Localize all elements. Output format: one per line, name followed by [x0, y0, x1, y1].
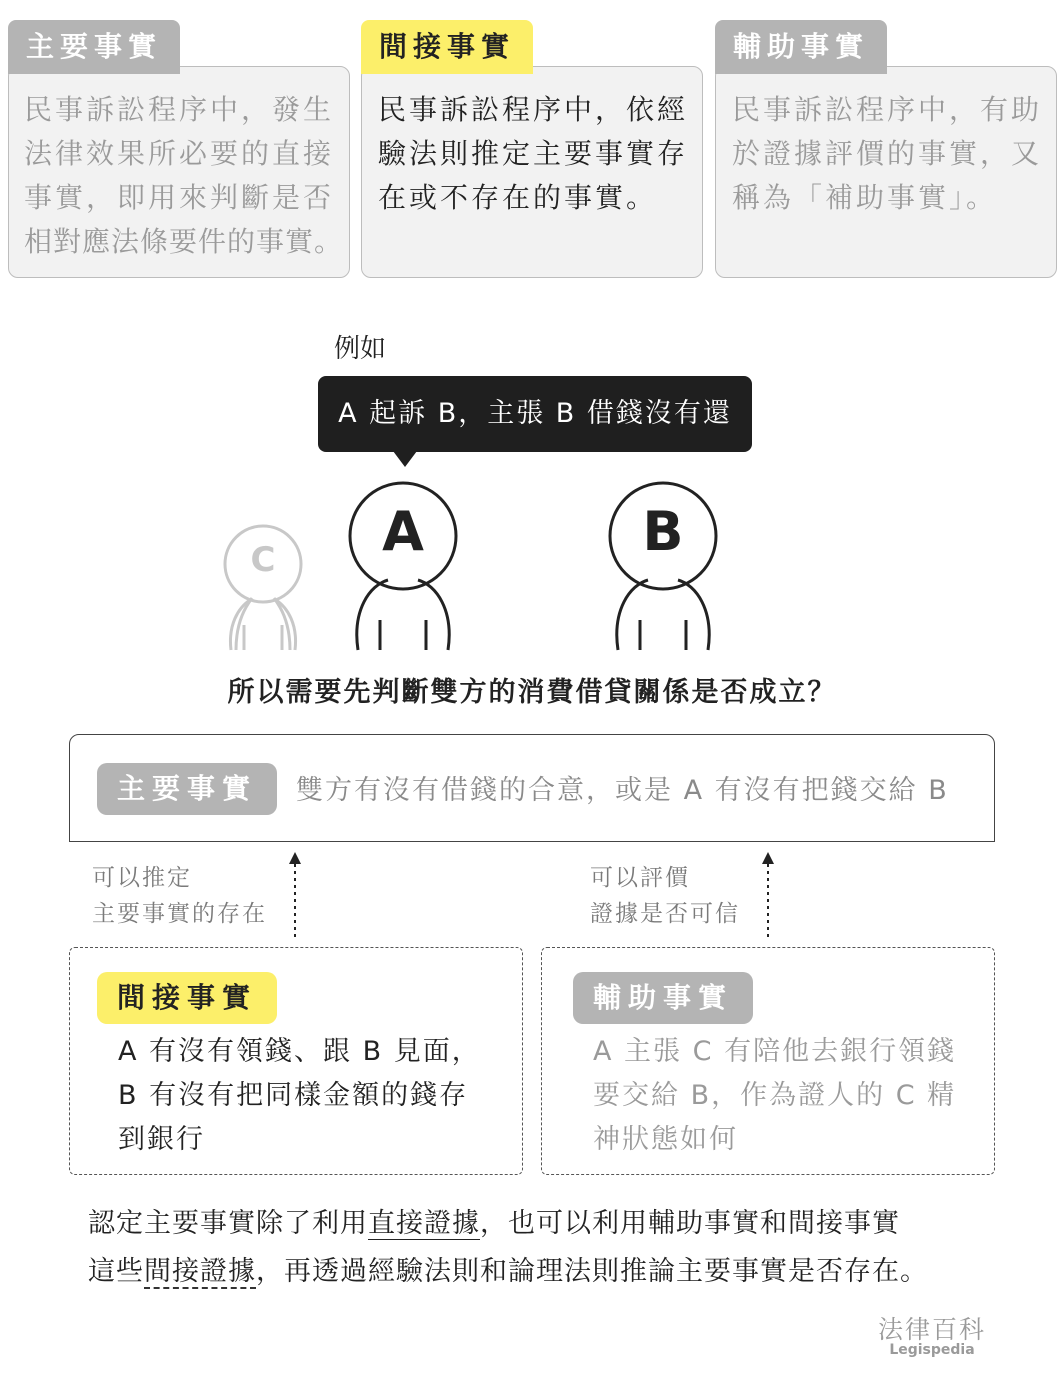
- person-a-label: A: [382, 500, 424, 563]
- box-line: A 有沒有領錢、跟 B 見面，: [118, 1036, 481, 1067]
- card-line: 稱為「補助事實」。: [732, 181, 998, 214]
- auxiliary-fact-tag: 輔助事實: [573, 972, 753, 1024]
- conclusion-part: 認定主要事實除了利用: [88, 1208, 368, 1239]
- conclusion-part: ，也可以利用輔助事實和間接事實: [480, 1208, 900, 1239]
- card-line: 事實，即用來判斷是否: [24, 181, 335, 214]
- note-line: 證據是否可信: [590, 901, 740, 927]
- card-line: 民事訴訟程序中，依經: [378, 93, 689, 126]
- conclusion-text: [88, 1200, 988, 1296]
- question-text: 所以需要先判斷雙方的消費借貸關係是否成立？: [227, 677, 837, 708]
- card-line: 相對應法條要件的事實。: [24, 225, 344, 258]
- brand-logo-text: 法律百科: [877, 1315, 986, 1344]
- box-line: 到銀行: [118, 1124, 205, 1155]
- card-line: 在或不存在的事實。: [378, 181, 658, 214]
- conclusion-part: 這些: [88, 1256, 144, 1287]
- card-line: 驗法則推定主要事實存: [378, 137, 689, 170]
- card-main-fact-body: [24, 88, 354, 264]
- auxiliary-fact-text: [593, 1030, 956, 1162]
- indirect-fact-tag: 間接事實: [97, 972, 277, 1024]
- card-main-fact-title: 主要事實: [8, 20, 180, 74]
- conclusion-part: ，再透過經驗法則和論理法則推論主要事實是否存在。: [256, 1256, 928, 1287]
- card-line: 民事訴訟程序中，發生: [24, 93, 335, 126]
- person-c-label: C: [250, 540, 276, 580]
- note-line: 主要事實的存在: [92, 901, 267, 927]
- note-line: 可以評價: [590, 865, 690, 891]
- indirect-evidence-term: 間接證據: [144, 1256, 256, 1287]
- person-figures: [0, 470, 1064, 660]
- brand-logo-sub: Legispedia: [889, 1342, 975, 1358]
- note-line: 可以推定: [92, 865, 192, 891]
- direct-evidence-term: 直接證據: [368, 1208, 480, 1239]
- speech-bubble-tail: [393, 451, 417, 467]
- card-indirect-fact-title: 間接事實: [361, 20, 533, 74]
- card-line: 於證據評價的事實，又: [732, 137, 1043, 170]
- conclusion-line-1: [88, 1200, 988, 1248]
- arrow-right: [758, 852, 778, 938]
- main-fact-text: 雙方有沒有借錢的合意，或是 A 有沒有把錢交給 B: [296, 775, 949, 806]
- box-line: A 主張 C 有陪他去銀行領錢: [593, 1036, 957, 1067]
- conclusion-line-2: [88, 1248, 988, 1296]
- example-label: 例如: [334, 334, 387, 364]
- main-fact-tag: 主要事實: [97, 763, 277, 815]
- speech-bubble: A 起訴 B，主張 B 借錢沒有還: [318, 376, 752, 452]
- box-line: 要交給 B，作為證人的 C 精: [593, 1080, 957, 1111]
- card-line: 法律效果所必要的直接: [24, 137, 335, 170]
- left-note: [92, 860, 267, 932]
- indirect-fact-text: [118, 1030, 481, 1162]
- arrow-left: [285, 852, 305, 938]
- card-auxiliary-fact-body: [732, 88, 1052, 220]
- right-note: [590, 860, 740, 932]
- card-auxiliary-fact-title: 輔助事實: [715, 20, 887, 74]
- card-line: 民事訴訟程序中，有助: [732, 93, 1043, 126]
- box-line: B 有沒有把同樣金額的錢存: [118, 1080, 469, 1111]
- box-line: 神狀態如何: [593, 1124, 738, 1155]
- person-b-label: B: [642, 500, 684, 563]
- card-indirect-fact-body: [378, 88, 698, 220]
